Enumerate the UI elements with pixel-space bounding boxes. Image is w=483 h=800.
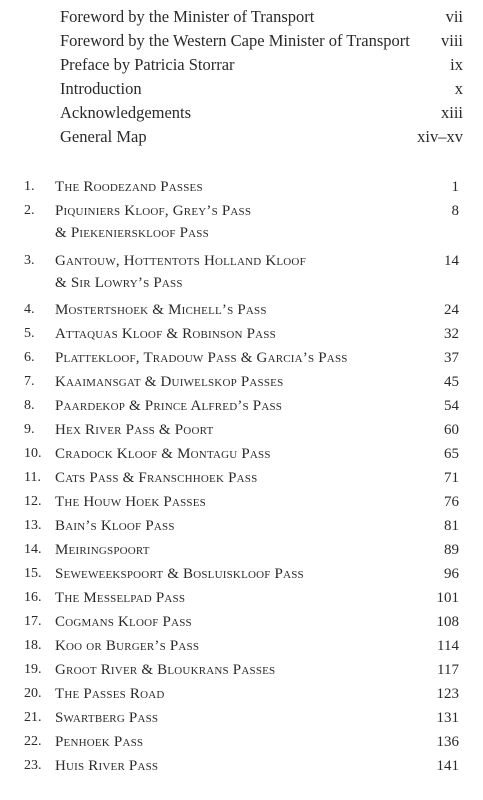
- chapter-number: 1.: [24, 179, 35, 194]
- chapter-title-line: Meiringspoort: [55, 542, 150, 558]
- chapter-page: 136: [436, 734, 459, 750]
- front-matter-item: [60, 6, 463, 28]
- chapter-page: 65: [444, 446, 459, 462]
- chapter-number: 7.: [24, 374, 35, 389]
- chapter-title: [55, 539, 405, 561]
- front-matter-title: Acknowledgements: [60, 103, 192, 122]
- front-matter-page: vii: [445, 7, 463, 26]
- chapter-title-continuation: & Piekenierskloof Pass: [55, 225, 209, 241]
- chapter-number: 3.: [24, 253, 35, 268]
- chapter-title: [55, 467, 405, 489]
- chapter-number: 5.: [24, 326, 35, 341]
- chapter-title-line: Gantouw, Hottentots Holland Kloof: [55, 253, 306, 269]
- chapter-title-line: Cradock Kloof & Montagu Pass: [55, 446, 271, 462]
- chapter-title: [55, 491, 405, 513]
- front-matter-page: viii: [440, 31, 463, 50]
- chapter-title-line: Huis River Pass: [55, 758, 159, 774]
- chapter-title-line: The Passes Road: [55, 686, 165, 702]
- chapter-page: 114: [437, 638, 459, 654]
- front-matter-item: [60, 30, 463, 52]
- chapter-number: 19.: [24, 662, 42, 677]
- chapter-page: 141: [436, 758, 459, 774]
- chapter-title: [55, 659, 405, 681]
- chapter-number: 20.: [24, 686, 42, 701]
- chapter-number: 14.: [24, 542, 42, 557]
- chapter-number: 9.: [24, 422, 35, 437]
- chapter-number: 10.: [24, 446, 42, 461]
- chapter-page: 81: [444, 518, 459, 534]
- chapter-page: 24: [444, 302, 459, 318]
- chapter-number: 22.: [24, 734, 42, 749]
- chapter-page: 76: [444, 494, 459, 510]
- front-matter-item: [60, 54, 463, 76]
- chapter-page: 8: [451, 203, 459, 219]
- chapter-title: [55, 611, 405, 633]
- front-matter-title: Foreword by the Western Cape Minister of Transport: [60, 31, 410, 50]
- chapter-title-line: Cogmans Kloof Pass: [55, 614, 192, 630]
- chapter-title: [55, 707, 405, 729]
- front-matter-item: [60, 102, 463, 124]
- chapter-title: [55, 176, 405, 198]
- chapter-title-line: Mostertshoek & Michell’s Pass: [55, 302, 267, 318]
- chapter-title: [55, 635, 405, 657]
- chapter-title: [55, 683, 405, 705]
- chapter-number: 21.: [24, 710, 42, 725]
- chapter-number: 18.: [24, 638, 42, 653]
- chapter-title-line: Plattekloof, Tradouw Pass & Garcia’s Pass: [55, 350, 348, 366]
- chapter-page: 123: [436, 686, 459, 702]
- chapter-title-line: Hex River Pass & Poort: [55, 422, 214, 438]
- front-matter-page: ix: [450, 55, 463, 74]
- chapter-page: 45: [444, 374, 459, 390]
- front-matter-page: x: [454, 79, 463, 98]
- chapter-title-line: The Roodezand Passes: [55, 179, 203, 195]
- chapter-title: [55, 587, 405, 609]
- front-matter-item: [60, 78, 463, 100]
- chapter-title-line: Swartberg Pass: [55, 710, 159, 726]
- chapter-title: [55, 200, 405, 244]
- chapter-page: 96: [444, 566, 459, 582]
- chapter-page: 131: [436, 710, 459, 726]
- chapter-title: [55, 371, 405, 393]
- chapter-title: [55, 731, 405, 753]
- chapter-title: [55, 515, 405, 537]
- front-matter-title: Introduction: [60, 79, 142, 98]
- chapter-page: 1: [451, 179, 459, 195]
- chapter-page: 60: [444, 422, 459, 438]
- chapter-title-line: Bain’s Kloof Pass: [55, 518, 175, 534]
- chapter-number: 17.: [24, 614, 42, 629]
- chapter-number: 8.: [24, 398, 35, 413]
- chapter-number: 11.: [24, 470, 41, 485]
- chapter-title-line: Seweweekspoort & Bosluiskloof Pass: [55, 566, 304, 582]
- chapter-title-line: Paardekop & Prince Alfred’s Pass: [55, 398, 283, 414]
- front-matter-item: [60, 126, 463, 148]
- chapter-title: [55, 250, 405, 294]
- chapter-page: 89: [444, 542, 459, 558]
- chapter-number: 13.: [24, 518, 42, 533]
- chapter-number: 23.: [24, 758, 42, 773]
- chapter-title: [55, 395, 405, 417]
- chapter-page: 14: [444, 253, 459, 269]
- front-matter-title: Foreword by the Minister of Transport: [60, 7, 315, 26]
- chapter-number: 12.: [24, 494, 42, 509]
- chapter-page: 37: [444, 350, 459, 366]
- chapter-page: 71: [444, 470, 459, 486]
- chapter-page: 108: [436, 614, 459, 630]
- chapter-title: [55, 419, 405, 441]
- chapter-title-line: Koo or Burger’s Pass: [55, 638, 200, 654]
- chapter-number: 16.: [24, 590, 42, 605]
- chapter-title-line: Groot River & Bloukrans Passes: [55, 662, 276, 678]
- chapter-title-line: Attaquas Kloof & Robinson Pass: [55, 326, 276, 342]
- chapter-title-line: Cats Pass & Franschhoek Pass: [55, 470, 258, 486]
- chapter-title-line: Kaaimansgat & Duiwelskop Passes: [55, 374, 284, 390]
- chapter-title: [55, 299, 405, 321]
- chapter-title: [55, 443, 405, 465]
- chapter-page: 101: [436, 590, 459, 606]
- chapter-title: [55, 563, 405, 585]
- chapter-number: 15.: [24, 566, 42, 581]
- chapter-page: 117: [437, 662, 459, 678]
- chapter-title-line: The Houw Hoek Passes: [55, 494, 206, 510]
- chapter-number: 4.: [24, 302, 35, 317]
- chapter-title: [55, 347, 405, 369]
- chapter-title: [55, 323, 405, 345]
- chapter-number: 6.: [24, 350, 35, 365]
- front-matter-title: General Map: [60, 127, 147, 146]
- chapter-page: 32: [444, 326, 459, 342]
- chapter-title-continuation: & Sir Lowry’s Pass: [55, 275, 183, 291]
- chapter-title-line: Piquiniers Kloof, Grey’s Pass: [55, 203, 252, 219]
- chapter-title-line: Penhoek Pass: [55, 734, 144, 750]
- front-matter-page: xiv–xv: [417, 127, 463, 146]
- chapter-number: 2.: [24, 203, 35, 218]
- chapter-title: [55, 755, 405, 777]
- chapter-title-line: The Messelpad Pass: [55, 590, 186, 606]
- front-matter-page: xiii: [440, 103, 463, 122]
- chapter-page: 54: [444, 398, 459, 414]
- front-matter-title: Preface by Patricia Storrar: [60, 55, 235, 74]
